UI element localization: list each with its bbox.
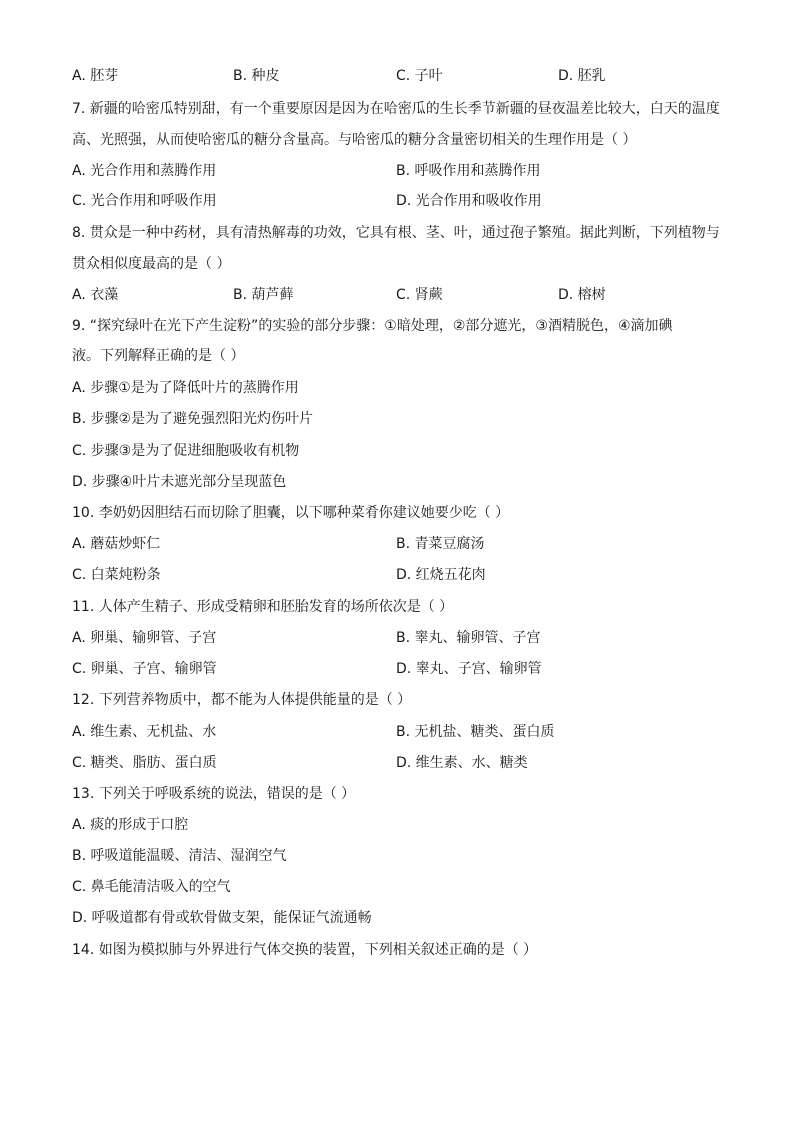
q7-option-b: B. 呼吸作用和蒸腾作用 — [396, 163, 541, 179]
q10-option-d: D. 红烧五花肉 — [396, 567, 486, 583]
q10-option-a: A. 蘑菇炒虾仁 — [72, 536, 161, 552]
q14-stem: 14. 如图为模拟肺与外界进行气体交换的装置，下列相关叙述正确的是（ ） — [72, 942, 538, 958]
q13-stem: 13. 下列关于呼吸系统的说法，错误的是（ ） — [72, 786, 356, 802]
q11-option-b: B. 睾丸、输卵管、子宫 — [396, 630, 541, 646]
q6-option-d: D. 胚乳 — [558, 68, 606, 84]
q9-option-b: B. 步骤②是为了避免强烈阳光灼伤叶片 — [72, 411, 314, 427]
q7-stem-line-2: 高、光照强，从而使哈密瓜的糖分含量高。与哈密瓜的糖分含量密切相关的生理作用是（ ） — [72, 132, 637, 148]
q8-stem-line-2: 贯众相似度最高的是（ ） — [72, 256, 231, 272]
q10-stem: 10. 李奶奶因胆结石而切除了胆囊，以下哪种菜肴你建议她要少吃（ ） — [72, 505, 510, 521]
q12-option-c: C. 糖类、脂肪、蛋白质 — [72, 755, 217, 771]
q6-option-b: B. 种皮 — [233, 68, 280, 84]
q9-stem-line-1: 9. “探究绿叶在光下产生淀粉”的实验的部分步骤：①暗处理，②部分遮光，③酒精脱色，④滴加碘 — [72, 318, 673, 334]
q8-option-d: D. 榕树 — [558, 287, 606, 303]
q13-option-c: C. 鼻毛能清洁吸入的空气 — [72, 879, 231, 895]
q6-option-a: A. 胚芽 — [72, 68, 119, 84]
q6-option-c: C. 子叶 — [396, 68, 443, 84]
q12-stem: 12. 下列营养物质中，都不能为人体提供能量的是（ ） — [72, 692, 412, 708]
q9-stem-line-2: 液。下列解释正确的是（ ） — [72, 348, 245, 364]
q11-option-a: A. 卵巢、输卵管、子宫 — [72, 630, 217, 646]
q10-option-b: B. 青菜豆腐汤 — [396, 536, 485, 552]
q10-option-c: C. 白菜炖粉条 — [72, 567, 161, 583]
q12-option-b: B. 无机盐、糖类、蛋白质 — [396, 724, 555, 740]
q8-stem-line-1: 8. 贯众是一种中药材，具有清热解毒的功效，它具有根、茎、叶，通过孢子繁殖。据此判断，下列植物与 — [72, 225, 720, 241]
q8-option-b: B. 葫芦藓 — [233, 287, 294, 303]
q8-option-c: C. 肾蕨 — [396, 287, 443, 303]
q13-option-a: A. 痰的形成于口腔 — [72, 817, 189, 833]
q9-option-d: D. 步骤④叶片未遮光部分呈现蓝色 — [72, 474, 287, 490]
q7-option-c: C. 光合作用和呼吸作用 — [72, 193, 217, 209]
q12-option-d: D. 维生素、水、糖类 — [396, 755, 528, 771]
q7-option-d: D. 光合作用和吸收作用 — [396, 193, 542, 209]
q9-option-c: C. 步骤③是为了促进细胞吸收有机物 — [72, 443, 300, 459]
q12-option-a: A. 维生素、无机盐、水 — [72, 724, 217, 740]
q11-option-c: C. 卵巢、子宫、输卵管 — [72, 661, 217, 677]
q7-option-a: A. 光合作用和蒸腾作用 — [72, 163, 217, 179]
q11-option-d: D. 睾丸、子宫、输卵管 — [396, 661, 542, 677]
q11-stem: 11. 人体产生精子、形成受精卵和胚胎发育的场所依次是（ ） — [72, 599, 454, 615]
q9-option-a: A. 步骤①是为了降低叶片的蒸腾作用 — [72, 380, 299, 396]
q8-option-a: A. 衣藻 — [72, 287, 119, 303]
q13-option-b: B. 呼吸道能温暖、清洁、湿润空气 — [72, 848, 287, 864]
q13-option-d: D. 呼吸道都有骨或软骨做支架，能保证气流通畅 — [72, 910, 372, 926]
q7-stem-line-1: 7. 新疆的哈密瓜特别甜，有一个重要原因是因为在哈密瓜的生长季节新疆的昼夜温差比较大，白天的温度 — [72, 101, 720, 117]
